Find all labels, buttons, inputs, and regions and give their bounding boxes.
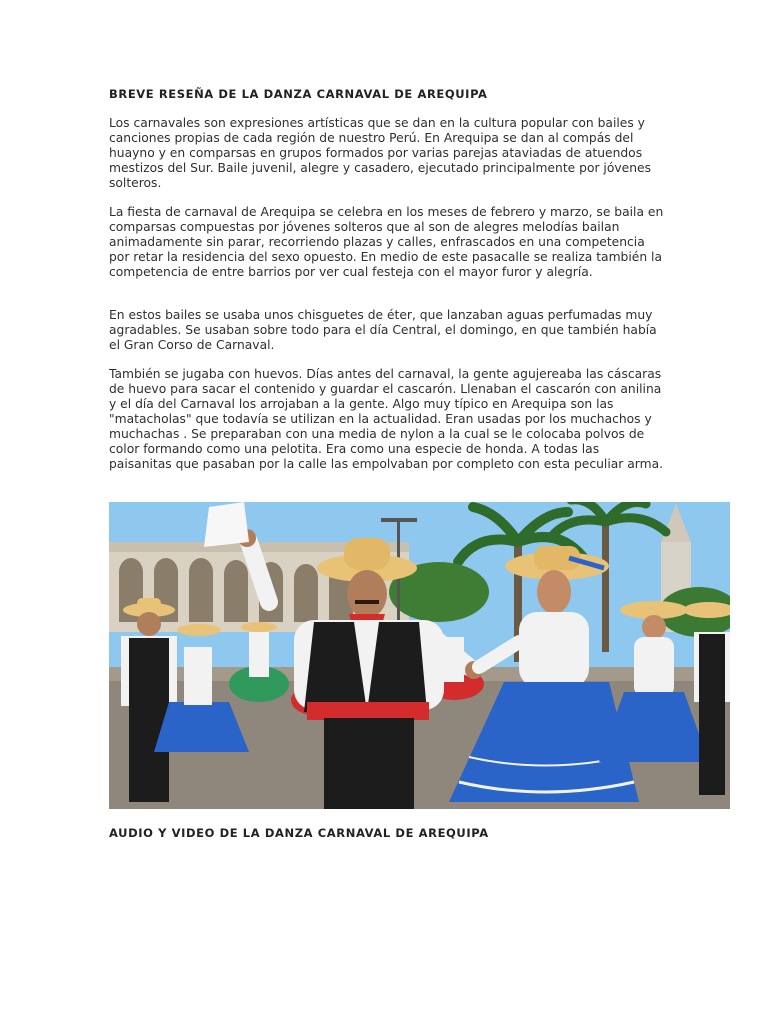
carnival-dance-illustration — [109, 502, 730, 809]
paragraph: La fiesta de carnaval de Arequipa se celebra en los meses de febrero y marzo, se baila en comparsas compuestas por jóvenes solteros que al son de alegres melodías bailan animadamente sin parar, recorriendo plazas y calles, enfrascados en una competencia por retar la residencia del sexo opuesto. En medio de este pasacalle se realiza también la competencia de entre barrios por ver cual festeja con el mayor furor y alegría. — [109, 205, 664, 279]
paragraph: Los carnavales son expresiones artísticas que se dan en la cultura popular con bailes y canciones propias de cada región de nuestro Perú. En Arequipa se dan al compás del huayno y en comparsas en grupos formados por varias parejas ataviadas de atuendos mestizos del Sur. Baile juvenil, alegre y casadero, ejecutado principalmente por jóvenes solteros. — [109, 116, 651, 190]
white-handkerchief — [204, 502, 249, 547]
paragraph: También se jugaba con huevos. Días antes del carnaval, la gente agujereaba las cáscaras de huevo para sacar el contenido y guardar el cascarón. Llenaban el cascarón con anilina y el día del Carnaval los arrojaban a la gente. Algo muy típico en Arequipa son las "matacholas" que todavía se utilizan en la actualidad. Eran usadas por los muchachos y muchachas . Se preparaban con una media de nylon a la cual se le colocaba polvos de color formando como una pelotita. Era como una especie de honda. A todas las paisanitas que pasaban por la calle las empolvaban por completo con esta peculiar arma. — [109, 367, 664, 471]
carnival-dance-photo — [109, 502, 730, 809]
section-title: AUDIO Y VIDEO DE LA DANZA CARNAVAL DE AREQUIPA — [109, 826, 489, 840]
paragraph: En estos bailes se usaba unos chisguetes de éter, que lanzaban aguas perfumadas muy agradables. Se usaban sobre todo para el día Central, el domingo, en que también había el Gran Corso de Carnaval. — [109, 308, 657, 352]
document-title: BREVE RESEÑA DE LA DANZA CARNAVAL DE AREQUIPA — [109, 87, 488, 101]
